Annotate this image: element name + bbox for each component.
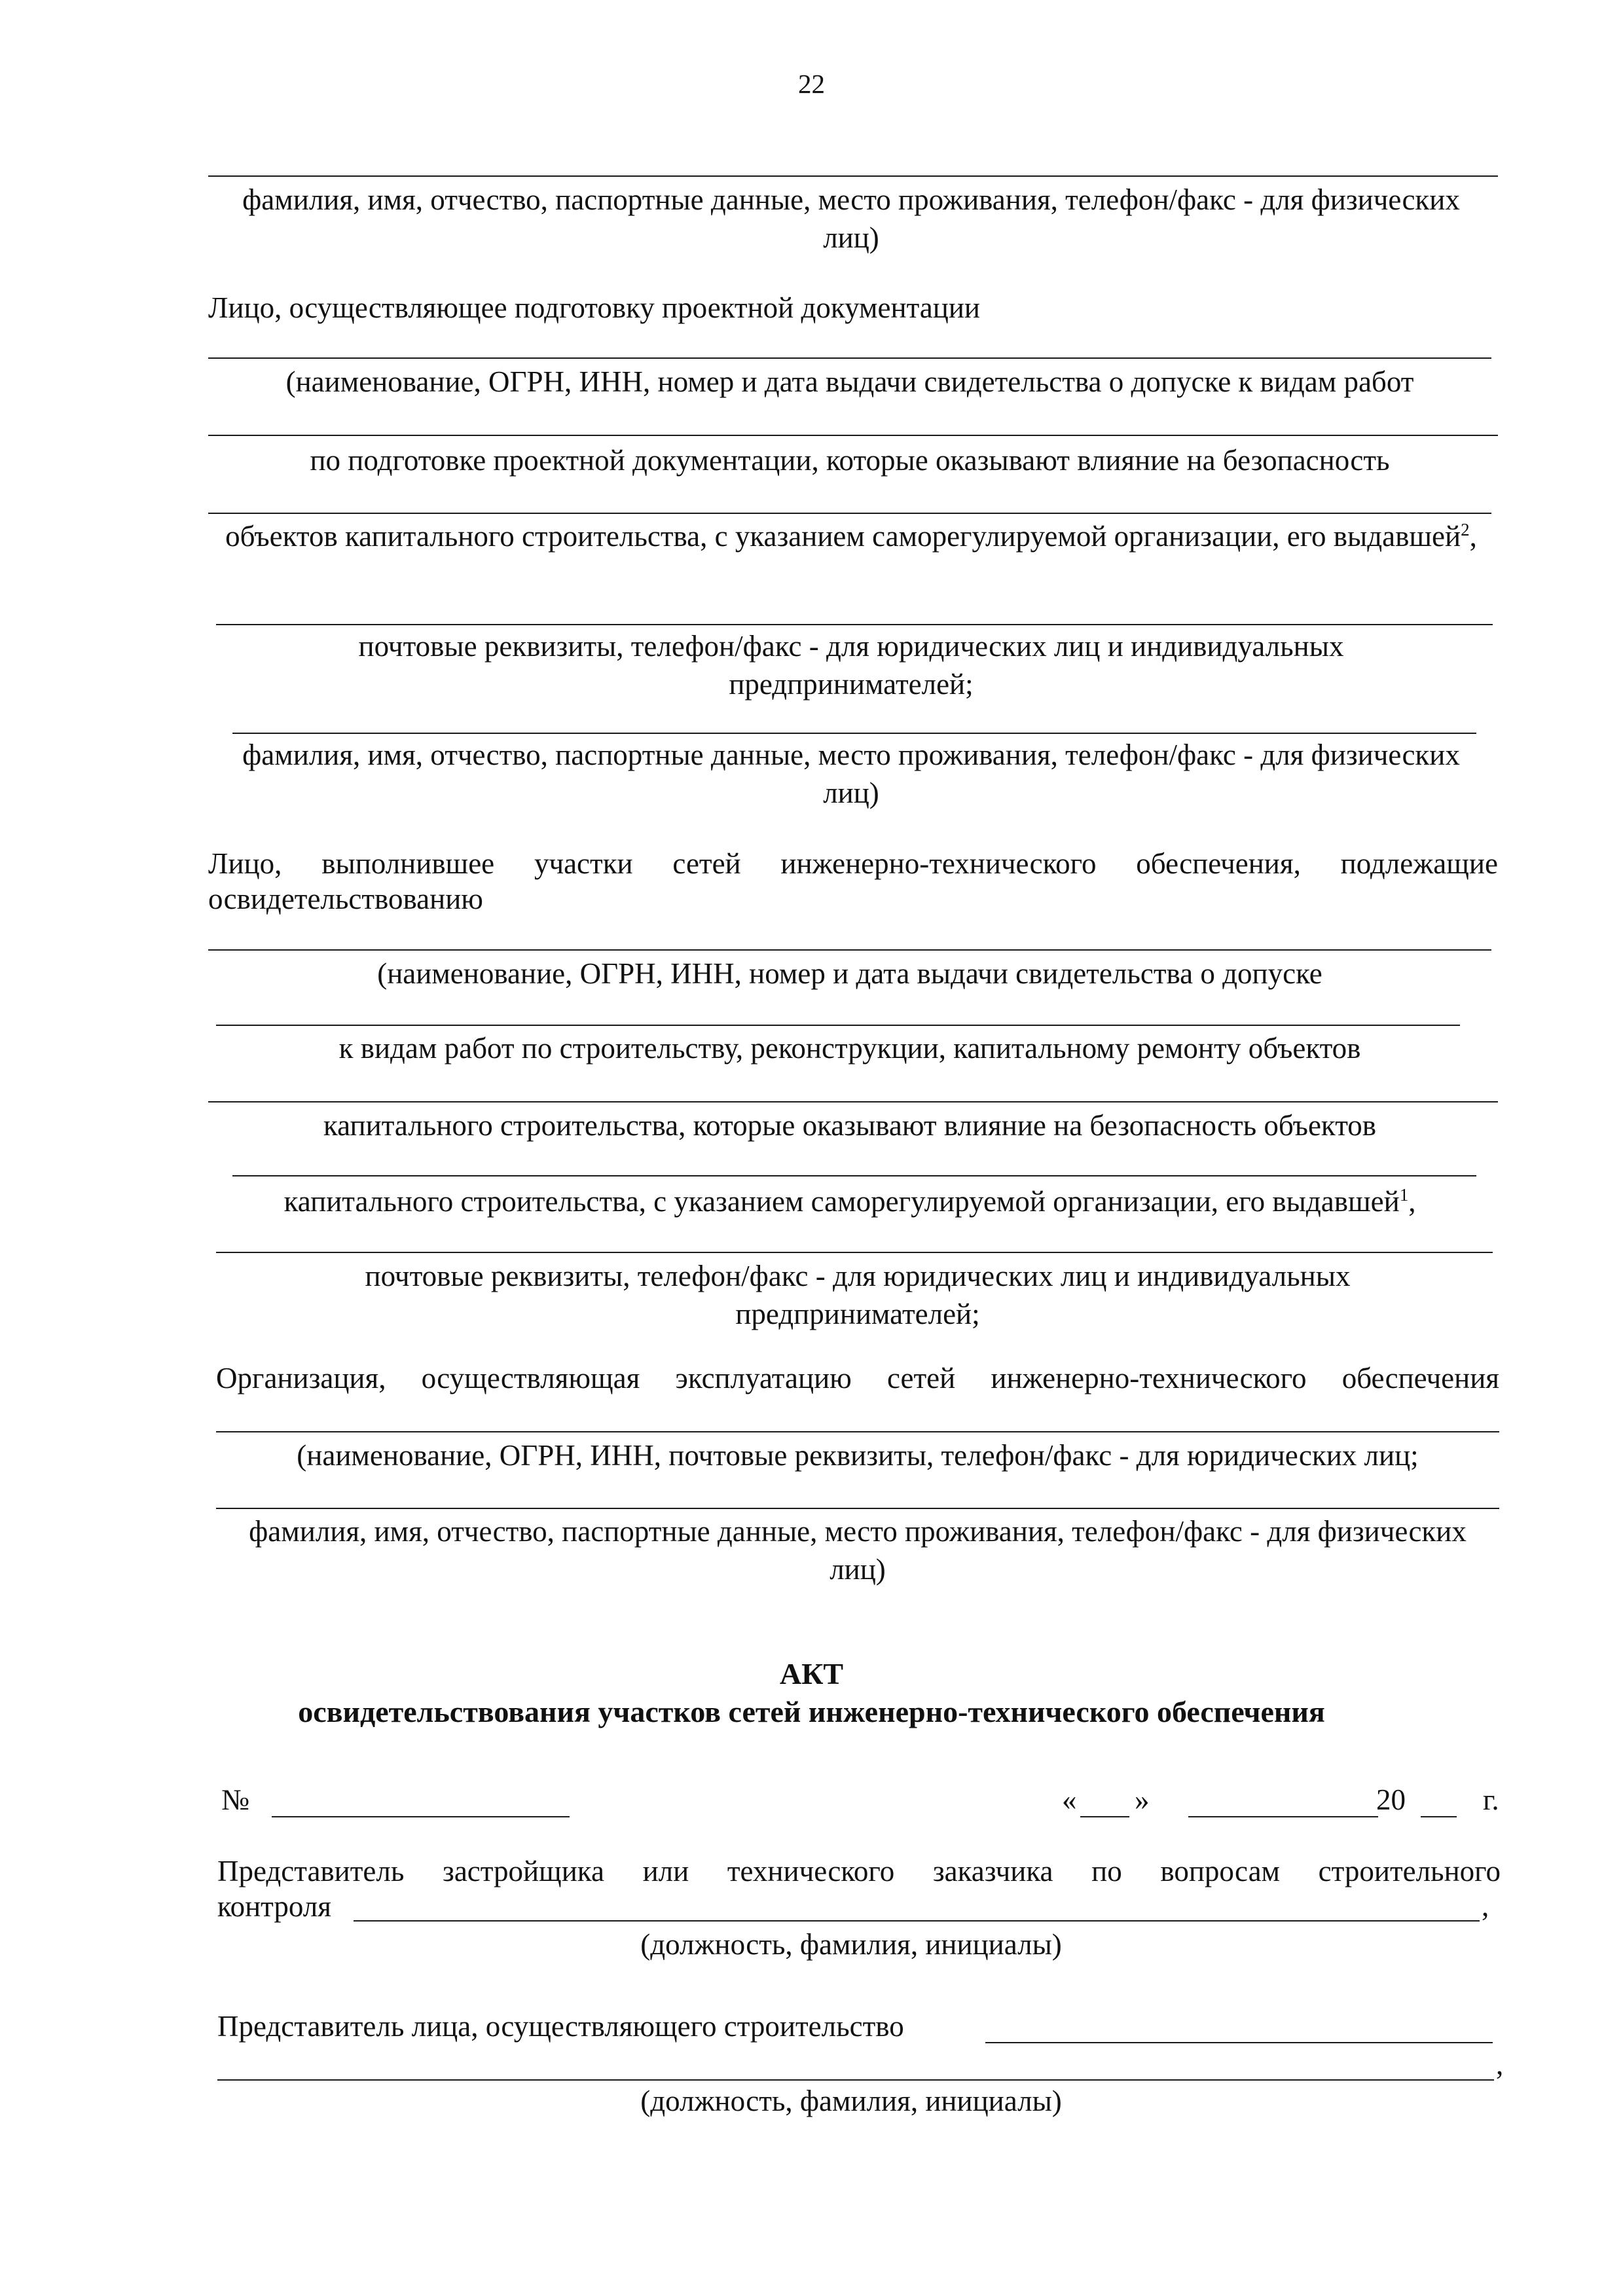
fill-line[interactable] — [216, 1252, 1493, 1253]
rep1-caption: (должность, фамилия, инициалы) — [640, 1928, 1062, 1961]
rep1-comma: , — [1482, 1889, 1489, 1922]
performer-caption-1: (наименование, ОГРН, ИНН, номер и дата выдачи свидетельства о допуске — [377, 957, 1322, 990]
footnote-mark: 2 — [1461, 520, 1470, 539]
rep1-label: Представитель застройщика или технического заказчика по вопросам строительного — [217, 1855, 1501, 1887]
performer-caption-3: капитального строительства, которые оказывают влияние на безопасность объектов — [323, 1109, 1377, 1142]
fill-line[interactable] — [208, 357, 1491, 359]
caption-physical-persons: фамилия, имя, отчество, паспортные данные, место проживания, телефон/факс - для физических лиц) — [242, 183, 1460, 254]
performer-caption-4: капитального строительства, с указанием саморегулируемой организации, его выдавшей$^1$, — [283, 1185, 1416, 1218]
act-title: АКТ — [779, 1657, 844, 1690]
fill-line[interactable] — [216, 1508, 1499, 1509]
rep1-label-2: контроля — [217, 1890, 331, 1923]
rep2-field[interactable] — [985, 2042, 1493, 2043]
fill-line[interactable] — [208, 949, 1491, 951]
fill-line[interactable] — [216, 1431, 1499, 1432]
rep2-label: Представитель лица, осуществляющего строительство — [217, 2010, 904, 2043]
date-year-prefix: 20 — [1376, 1783, 1406, 1816]
date-day-field[interactable] — [1080, 1816, 1129, 1817]
performer-caption-5: почтовые реквизиты, телефон/факс - для юридических лиц и индивидуальных предпринимателей; — [365, 1260, 1351, 1330]
designer-caption-2: по подготовке проектной документации, которые оказывают влияние на безопасность — [310, 444, 1390, 477]
performer-label-line2: освидетельствованию — [208, 883, 483, 915]
fill-line[interactable] — [232, 733, 1476, 734]
act-number-field[interactable] — [272, 1816, 570, 1817]
designer-caption-1: (наименование, ОГРН, ИНН, номер и дата выдачи свидетельства о допуске к видам работ — [285, 365, 1414, 398]
designer-caption-4: почтовые реквизиты, телефон/факс - для юридических лиц и индивидуальных предпринимателей; — [358, 630, 1344, 701]
operator-caption-1: (наименование, ОГРН, ИНН, почтовые реквизиты, телефон/факс - для юридических лиц; — [297, 1439, 1419, 1472]
rep2-comma: , — [1496, 2048, 1504, 2081]
fill-line[interactable] — [208, 435, 1498, 436]
date-quote-close: » — [1135, 1783, 1150, 1816]
act-number-label: № — [221, 1783, 249, 1816]
rep1-field[interactable] — [354, 1920, 1480, 1922]
performer-label-line1: Лицо, выполнившее участки сетей инженерно-технического обеспечения, подлежащие — [208, 847, 1498, 880]
footnote-mark: 1 — [1399, 1185, 1409, 1205]
designer-caption-5: фамилия, имя, отчество, паспортные данные, место проживания, телефон/факс - для физических лиц) — [242, 738, 1460, 809]
fill-line[interactable] — [216, 624, 1493, 625]
act-subtitle: освидетельствования участков сетей инженерно-технического обеспечения — [298, 1695, 1325, 1728]
date-year-field[interactable] — [1421, 1816, 1457, 1817]
operator-label: Организация, осуществляющая эксплуатацию сетей инженерно-технического обеспечения — [216, 1362, 1499, 1394]
fill-line[interactable] — [232, 1175, 1476, 1176]
date-month-field[interactable] — [1188, 1816, 1378, 1817]
fill-line[interactable] — [208, 175, 1498, 177]
fill-line[interactable] — [208, 513, 1491, 514]
rep2-field-line2[interactable] — [217, 2079, 1494, 2081]
operator-caption-2: фамилия, имя, отчество, паспортные данные, место проживания, телефон/факс - для физических лиц) — [249, 1515, 1467, 1586]
rep2-caption: (должность, фамилия, инициалы) — [640, 2085, 1062, 2117]
designer-caption-3: объектов капитального строительства, с указанием саморегулируемой организации, его выдавшей$^2$, — [225, 520, 1477, 553]
date-year-suffix: г. — [1483, 1783, 1499, 1816]
designer-label: Лицо, осуществляющее подготовку проектной документации — [208, 291, 981, 324]
page-number: 22 — [798, 69, 825, 99]
date-quote-open: « — [1062, 1783, 1077, 1816]
fill-line[interactable] — [208, 1101, 1498, 1102]
fill-line[interactable] — [216, 1025, 1460, 1026]
performer-caption-2: к видам работ по строительству, реконструкции, капитальному ремонту объектов — [338, 1032, 1361, 1065]
